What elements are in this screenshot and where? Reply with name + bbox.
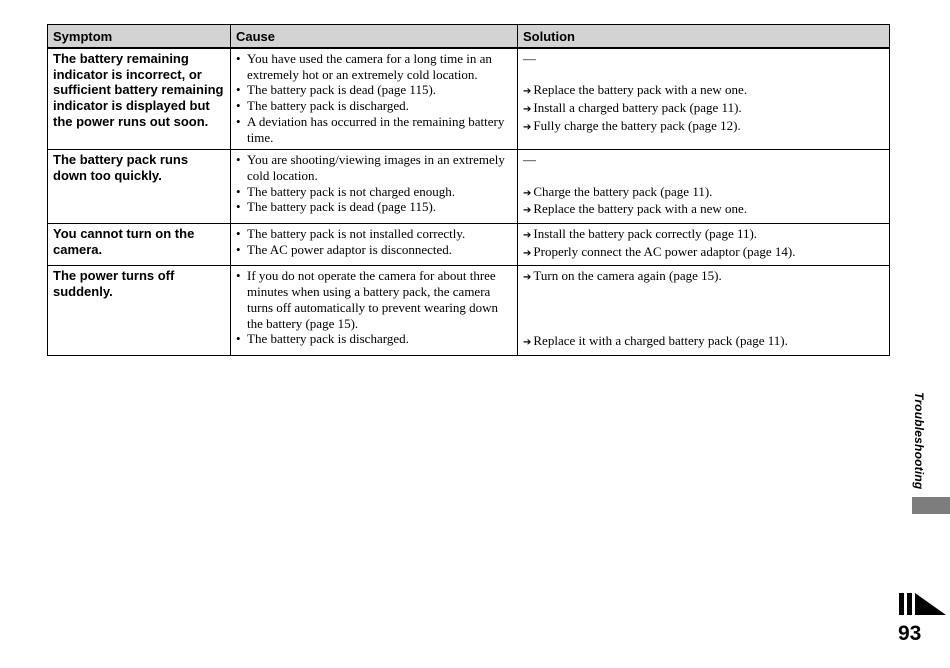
arrow-right-icon: ➔ [523,86,532,98]
table-row [48,224,890,266]
table-row [48,266,890,355]
cause-item: • If you do not operate the camera for about three minutes when using a battery pack, the camera turns off automatically to prevent wearing down the battery (page 15). [236,268,512,331]
troubleshooting-table [47,24,890,356]
solution-text: Install a charged battery pack (page 11). [533,100,742,116]
table-row [48,150,890,224]
solution-item: — [523,51,536,66]
symptom-cell: The battery pack runs down too quickly. [48,150,231,224]
arrow-right-icon: ➔ [523,104,532,116]
cause-item: • A deviation has occurred in the remaining battery time. [236,114,512,145]
solution-text: Charge the battery pack (page 11). [533,183,713,199]
cause-item: • The AC power adaptor is disconnected. [236,242,512,258]
solution-spacer [523,302,884,318]
page-number: 93 [898,622,922,645]
solution-text: Fully charge the battery pack (page 12). [533,117,741,133]
solution-text: Replace it with a charged battery pack (page 11). [533,333,788,349]
table-header-row [48,25,890,49]
cause-item: • The battery pack is dead (page 115). [236,82,512,98]
solution-item [523,184,884,202]
solution-spacer [523,286,884,302]
arrow-right-icon: ➔ [523,121,532,133]
solution-text: Properly connect the AC power adaptor (page 14). [533,243,796,259]
arrow-right-icon: ➔ [523,337,532,349]
solution-cell [518,266,890,355]
cause-item: • The battery pack is not installed correctly. [236,226,512,242]
header-symptom: Symptom [48,25,231,49]
section-side-label: Troubleshooting [912,392,926,490]
header-solution: Solution [518,25,890,49]
cause-item: • You are shooting/viewing images in an extremely cold location. [236,152,512,183]
solution-cell [518,48,890,150]
solution-spacer [523,318,884,334]
arrow-right-icon: ➔ [523,272,532,284]
cause-item: • The battery pack is discharged. [236,98,512,114]
cause-item: • The battery pack is dead (page 115). [236,199,512,215]
solution-text: Replace the battery pack with a new one. [533,82,748,98]
solution-cell [518,150,890,224]
cause-cell [231,150,518,224]
header-cause: Cause [231,25,518,49]
cause-cell [231,224,518,266]
cause-item: • The battery pack is discharged. [236,331,512,347]
solution-item [523,118,884,136]
arrow-right-icon: ➔ [523,247,532,259]
arrow-right-icon: ➔ [523,187,532,199]
cause-cell [231,48,518,150]
solution-item [523,333,884,351]
solution-item [523,268,884,286]
cause-item: • The battery pack is not charged enough. [236,184,512,200]
cause-item: • You have used the camera for a long time in an extremely hot or an extremely cold location. [236,51,512,82]
solution-item: — [523,152,536,168]
symptom-cell: The battery remaining indicator is incorrect, or sufficient battery remaining indicator is displayed but the power runs out soon. [48,48,231,150]
solution-spacer [523,168,884,184]
arrow-right-icon: ➔ [523,205,532,217]
solution-item [523,244,884,262]
section-tab-marker [912,497,950,514]
solution-item [523,82,884,100]
solution-text: Turn on the camera again (page 15). [533,268,722,284]
solution-text: Install the battery pack correctly (page 11). [533,226,758,242]
solution-item [523,100,884,118]
solution-cell [518,224,890,266]
solution-item [523,201,884,219]
table-row [48,48,890,150]
continued-arrow-icon [899,593,946,615]
symptom-cell: The power turns off suddenly. [48,266,231,355]
symptom-cell: You cannot turn on the camera. [48,224,231,266]
solution-spacer [523,67,884,83]
arrow-right-icon: ➔ [523,230,532,242]
cause-cell [231,266,518,355]
solution-item [523,226,884,244]
solution-text: Replace the battery pack with a new one. [533,201,748,217]
